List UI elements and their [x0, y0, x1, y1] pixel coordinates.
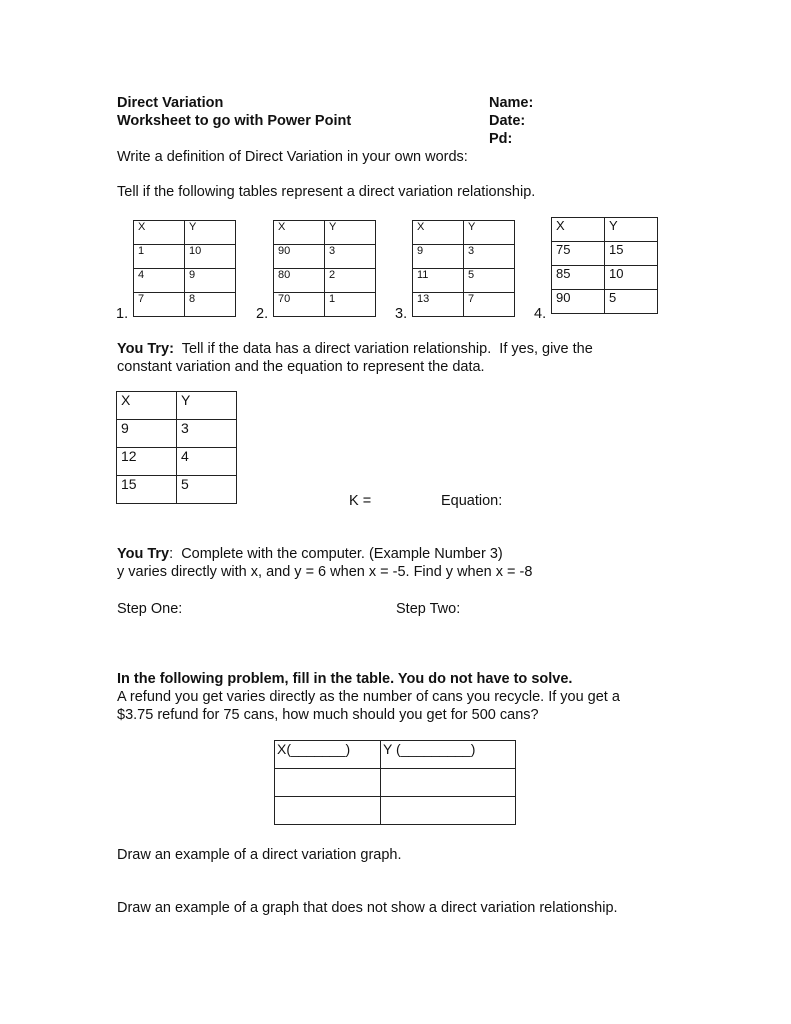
- table-row: [274, 221, 376, 245]
- you-try-2-text: : Complete with the computer. (Example Number 3): [169, 546, 503, 562]
- table-row: [413, 245, 515, 269]
- table-cell: 70: [274, 293, 325, 317]
- table-cell: 1: [325, 293, 376, 317]
- table-row: [274, 245, 376, 269]
- table-row: [134, 221, 236, 245]
- table-cell: [381, 797, 516, 825]
- draw-direct-variation-prompt: Draw an example of a direct variation graph.: [117, 847, 402, 863]
- you-try-1-line2: constant variation and the equation to represent the data.: [117, 359, 485, 375]
- you-try-1-table: [116, 391, 237, 504]
- table-cell: 9: [185, 269, 236, 293]
- table-row: [413, 293, 515, 317]
- table-cell: 15: [605, 242, 658, 266]
- table-cell: 90: [274, 245, 325, 269]
- table-cell: 8: [185, 293, 236, 317]
- you-try-1-label: You Try:: [117, 341, 174, 357]
- table-row: [552, 242, 658, 266]
- table-header-x: X: [134, 221, 185, 245]
- refund-table: [274, 740, 516, 825]
- table-cell: 9: [413, 245, 464, 269]
- table-row: [134, 269, 236, 293]
- table-row: [413, 269, 515, 293]
- table-3: [412, 220, 515, 317]
- table-cell: 85: [552, 266, 605, 290]
- table-cell: 5: [177, 476, 237, 504]
- table-4-number: 4.: [534, 306, 547, 322]
- table-header-y: Y: [325, 221, 376, 245]
- table-row: [117, 476, 237, 504]
- table-row: [275, 769, 516, 797]
- you-try-1-text: Tell if the data has a direct variation relationship. If yes, give the: [173, 341, 593, 357]
- table-cell: 5: [605, 290, 658, 314]
- table-row: [117, 420, 237, 448]
- table-cell: 4: [177, 448, 237, 476]
- tables-intro: Tell if the following tables represent a direct variation relationship.: [117, 184, 536, 200]
- problem-line1: A refund you get varies directly as the number of cans you recycle. If you get a: [117, 689, 620, 705]
- table-cell: 7: [134, 293, 185, 317]
- date-label: Date:: [489, 113, 526, 129]
- table-row: [275, 797, 516, 825]
- table-1: [133, 220, 236, 317]
- table-row: [552, 218, 658, 242]
- table-header-x: X: [274, 221, 325, 245]
- table-header-y: Y: [605, 218, 658, 242]
- you-try-2-label: You Try: [117, 546, 170, 562]
- definition-prompt: Write a definition of Direct Variation in your own words:: [117, 149, 468, 165]
- step-one-label: Step One:: [117, 601, 183, 617]
- table-cell: 10: [185, 245, 236, 269]
- name-label: Name:: [489, 95, 534, 111]
- table-header-x: X: [552, 218, 605, 242]
- table-row: [275, 741, 516, 769]
- table-row: [552, 290, 658, 314]
- k-label: K =: [349, 493, 372, 509]
- period-label: Pd:: [489, 131, 513, 147]
- table-1-number: 1.: [116, 306, 129, 322]
- table-row: [117, 392, 237, 420]
- table-row: [552, 266, 658, 290]
- table-header-y: Y (_________): [381, 741, 516, 769]
- problem-line2: $3.75 refund for 75 cans, how much should you get for 500 cans?: [117, 707, 539, 723]
- table-cell: 9: [117, 420, 177, 448]
- table-2: [273, 220, 376, 317]
- step-two-label: Step Two:: [396, 601, 461, 617]
- problem-heading: In the following problem, fill in the table. You do not have to solve.: [117, 671, 573, 687]
- table-cell: 90: [552, 290, 605, 314]
- table-cell: [275, 797, 381, 825]
- table-cell: 3: [325, 245, 376, 269]
- table-cell: 3: [177, 420, 237, 448]
- table-row: [413, 221, 515, 245]
- table-header-y: Y: [464, 221, 515, 245]
- table-cell: 13: [413, 293, 464, 317]
- table-row: [117, 448, 237, 476]
- table-header-x: X(_______): [275, 741, 381, 769]
- table-cell: 3: [464, 245, 515, 269]
- table-cell: 10: [605, 266, 658, 290]
- table-cell: 1: [134, 245, 185, 269]
- table-header-x: X: [413, 221, 464, 245]
- table-row: [274, 293, 376, 317]
- table-row: [274, 269, 376, 293]
- table-cell: 5: [464, 269, 515, 293]
- table-3-number: 3.: [395, 306, 408, 322]
- draw-non-direct-variation-prompt: Draw an example of a graph that does not show a direct variation relationship.: [117, 900, 618, 916]
- table-header-y: Y: [177, 392, 237, 420]
- table-cell: 11: [413, 269, 464, 293]
- table-cell: 7: [464, 293, 515, 317]
- table-cell: 80: [274, 269, 325, 293]
- table-cell: 75: [552, 242, 605, 266]
- table-cell: 12: [117, 448, 177, 476]
- table-4: [551, 217, 658, 314]
- you-try-1-line1: [117, 340, 593, 358]
- worksheet-subtitle: Worksheet to go with Power Point: [117, 113, 352, 129]
- table-2-number: 2.: [256, 306, 269, 322]
- table-cell: [275, 769, 381, 797]
- table-header-x: X: [117, 392, 177, 420]
- table-cell: [381, 769, 516, 797]
- table-row: [134, 245, 236, 269]
- equation-label: Equation:: [441, 493, 503, 509]
- you-try-2-line2: y varies directly with x, and y = 6 when x = -5. Find y when x = -8: [117, 564, 533, 580]
- table-cell: 4: [134, 269, 185, 293]
- worksheet-title: Direct Variation: [117, 95, 224, 111]
- table-cell: 2: [325, 269, 376, 293]
- table-header-y: Y: [185, 221, 236, 245]
- you-try-2-line1: [117, 545, 503, 563]
- table-row: [134, 293, 236, 317]
- table-cell: 15: [117, 476, 177, 504]
